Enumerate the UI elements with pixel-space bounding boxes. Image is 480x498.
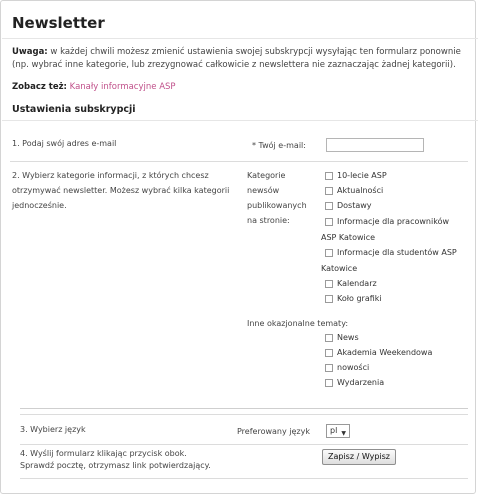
occasional-label: Inne okazjonalne tematy: — [247, 319, 349, 328]
step3-text: 3. Wybierz język — [20, 425, 86, 434]
email-field[interactable] — [326, 138, 424, 152]
category-item — [325, 170, 387, 182]
divider-1 — [10, 161, 468, 162]
category-checkbox[interactable] — [325, 187, 333, 195]
occasional-checkbox[interactable] — [325, 349, 333, 357]
category-label: Informacje dla pracowników — [337, 217, 449, 226]
category-checkbox[interactable] — [325, 249, 333, 257]
step2-text-1: 2. Wybierz kategorie informacji, z których chcesz — [12, 171, 209, 180]
note-body: w każdej chwili możesz zmienić ustawienia swojej subskrypcji wysyłając ten formularz ponownie (np. wybrać inne kategorie, lub zrezygnować całkowicie z newslettera nie zaznaczając żadnej kategorii). — [12, 47, 461, 70]
note-text — [12, 46, 467, 72]
occasional-item — [325, 377, 384, 389]
category-label: 10-lecie ASP — [337, 171, 387, 180]
categories-label-2: newsów — [247, 186, 280, 195]
occasional-label-text: nowości — [337, 363, 370, 372]
rss-channels-link[interactable]: Kanały informacyjne ASP — [69, 82, 176, 92]
step4-text-1: 4. Wyślij formularz klikając przycisk obok. — [20, 449, 187, 458]
occasional-checkbox[interactable] — [325, 364, 333, 372]
language-label: Preferowany język — [237, 427, 310, 436]
category-checkbox[interactable] — [325, 218, 333, 226]
step1-text: 1. Podaj swój adres e-mail — [12, 139, 117, 148]
section-title: Ustawienia subskrypcji — [12, 104, 136, 115]
category-label: Koło grafiki — [337, 294, 382, 303]
occasional-item — [325, 332, 359, 344]
category-item — [325, 247, 457, 259]
divider-4 — [20, 444, 468, 445]
email-label: * Twój e-mail: — [252, 141, 306, 150]
category-checkbox[interactable] — [325, 172, 333, 180]
subscribe-button[interactable]: Zapisz / Wypisz — [322, 449, 396, 465]
category-label: Dostawy — [337, 201, 372, 210]
category-label: Aktualności — [337, 186, 384, 195]
occasional-checkbox[interactable] — [325, 379, 333, 387]
category-label: Informacje dla studentów ASP — [337, 248, 457, 257]
see-also-label: Zobacz też: — [12, 82, 67, 92]
chevron-down-icon: ▼ — [341, 430, 346, 437]
divider-2 — [20, 408, 468, 409]
divider-3 — [20, 414, 468, 415]
title-divider — [2, 38, 478, 39]
category-item — [325, 293, 382, 305]
step2-text-3: jednocześnie. — [12, 201, 67, 210]
occasional-label-text: News — [337, 333, 359, 342]
step2-text-2: otrzymywać newsletter. Możesz wybrać kilka kategorii — [12, 186, 230, 195]
categories-label-4: na stronie: — [247, 216, 290, 225]
category-checkbox[interactable] — [325, 202, 333, 210]
section-divider — [2, 120, 478, 121]
note-label: Uwaga: — [12, 47, 48, 57]
category-checkbox[interactable] — [325, 295, 333, 303]
step4-text-2: Sprawdź pocztę, otrzymasz link potwierdzający. — [20, 461, 211, 470]
occasional-label-text: Akademia Weekendowa — [337, 348, 433, 357]
categories-label-1: Kategorie — [247, 171, 286, 180]
language-value: pl — [330, 426, 338, 435]
occasional-item — [325, 362, 369, 374]
occasional-item — [325, 347, 432, 359]
page-title: Newsletter — [12, 14, 105, 32]
category-wrap-text: Katowice — [321, 264, 358, 273]
category-item — [325, 200, 372, 212]
categories-label-3: publikowanych — [247, 201, 307, 210]
occasional-checkbox[interactable] — [325, 334, 333, 342]
category-item — [325, 185, 383, 197]
language-select[interactable] — [326, 424, 350, 438]
occasional-label-text: Wydarzenia — [337, 378, 385, 387]
category-label: Kalendarz — [337, 279, 377, 288]
category-checkbox[interactable] — [325, 280, 333, 288]
category-wrap-text: ASP Katowice — [321, 233, 376, 242]
divider-5 — [20, 478, 468, 479]
see-also — [12, 82, 176, 92]
category-item — [325, 278, 377, 290]
category-item — [325, 216, 449, 228]
